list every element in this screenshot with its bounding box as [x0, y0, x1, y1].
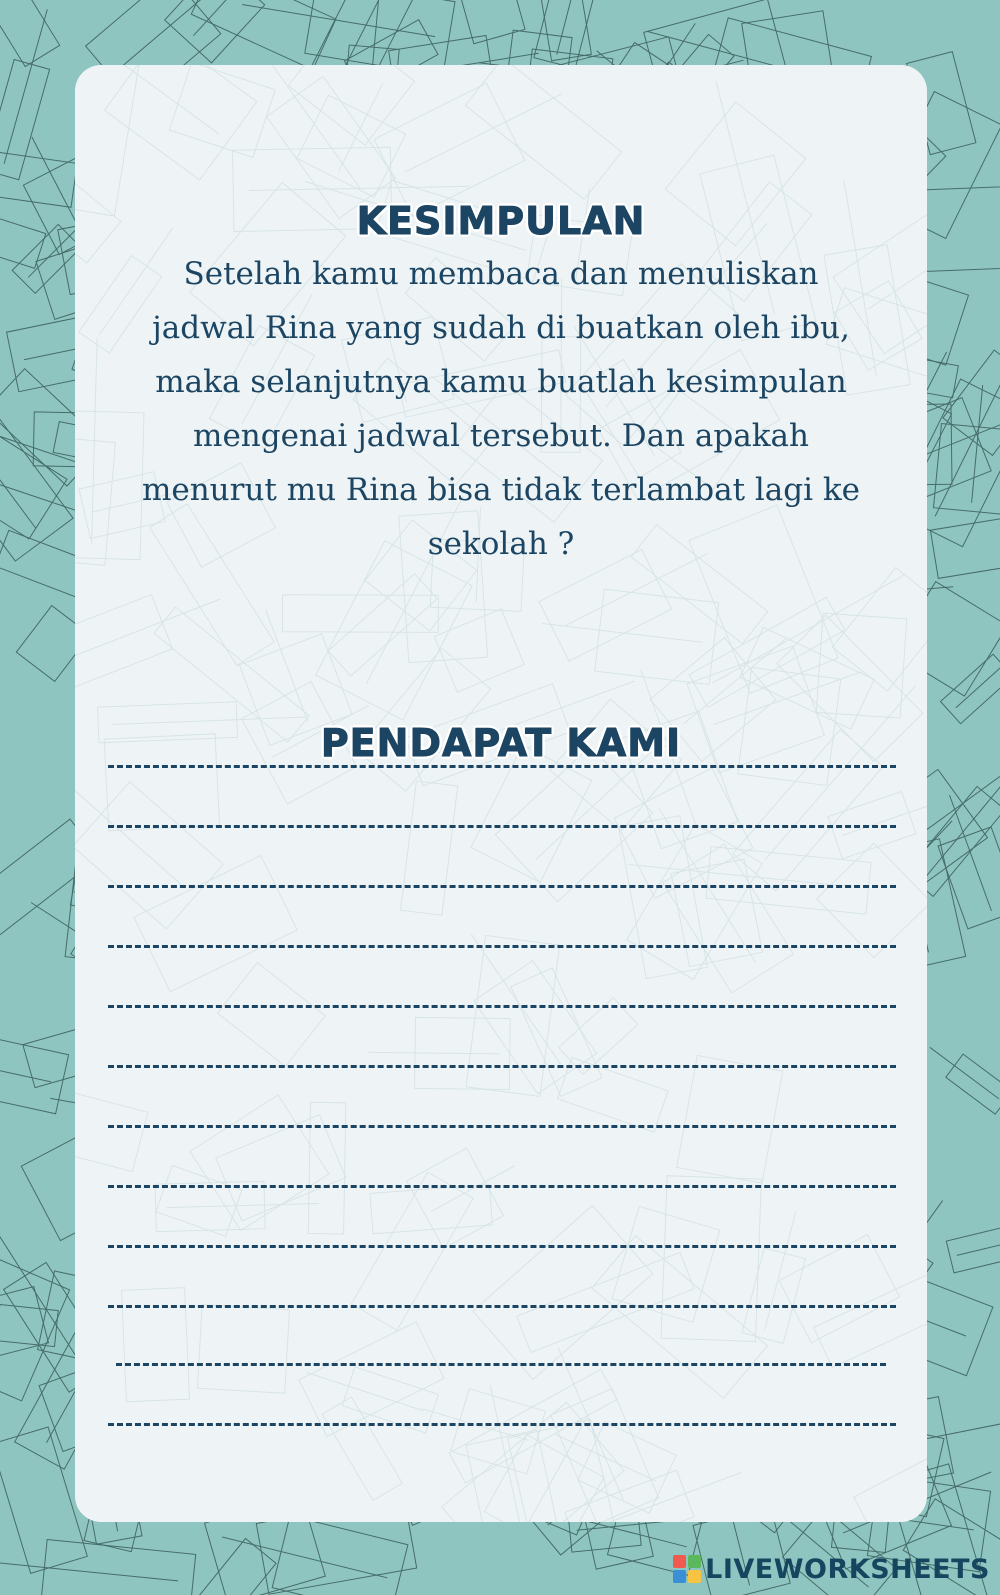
pattern-shape	[930, 518, 1000, 578]
pattern-shape	[0, 0, 60, 67]
pattern-shape	[0, 1305, 58, 1347]
answer-line[interactable]	[108, 1423, 896, 1426]
answer-line[interactable]	[108, 885, 896, 888]
pattern-line	[0, 1225, 84, 1369]
pattern-line	[957, 1233, 1000, 1256]
answer-line[interactable]	[116, 1363, 886, 1366]
pattern-shape	[0, 1031, 69, 1114]
pattern-line	[574, 1518, 687, 1547]
conclusion-heading: KESIMPULAN	[356, 199, 646, 243]
pattern-line	[0, 1560, 178, 1581]
opinion-heading: PENDAPAT KAMI	[320, 721, 682, 765]
watermark-text: LIVEWORKSHEETS	[705, 1553, 990, 1585]
pattern-line	[4, 9, 47, 163]
pattern-shape	[165, 0, 265, 63]
pattern-shape	[0, 60, 50, 180]
pattern-line	[557, 0, 588, 55]
pattern-shape	[946, 1225, 1000, 1273]
answer-line[interactable]	[108, 1185, 896, 1188]
pattern-line	[193, 0, 267, 36]
answer-line[interactable]	[108, 1305, 896, 1308]
answer-line[interactable]	[108, 1125, 896, 1128]
answer-line[interactable]	[108, 825, 896, 828]
instruction-text: Setelah kamu membaca dan menuliskan jadwal Rina yang sudah di buatkan oleh ibu, maka selanjutnya kamu buatlah kesimpulan mengenai jadwal tersebut. Dan apakah menurut mu Rina bisa tidak terlambat lagi ke sekolah ?	[141, 256, 861, 562]
answer-line[interactable]	[108, 1005, 896, 1008]
pattern-shape	[272, 1516, 408, 1595]
pattern-shape	[191, 0, 336, 70]
answer-line[interactable]	[108, 1245, 896, 1248]
pattern-shape	[946, 1054, 1000, 1114]
answer-line[interactable]	[108, 1065, 896, 1068]
pattern-line	[926, 755, 1000, 876]
liveworksheets-logo-icon	[673, 1555, 701, 1583]
pattern-line	[222, 1537, 387, 1578]
answer-lines[interactable]	[108, 65, 896, 1522]
worksheet-card	[75, 65, 927, 1522]
pattern-line	[935, 329, 1000, 516]
pattern-line	[242, 5, 435, 37]
pattern-shape	[456, 0, 525, 44]
answer-line[interactable]	[108, 945, 896, 948]
pattern-shape	[941, 654, 1000, 724]
pattern-shape	[42, 1540, 196, 1595]
liveworksheets-watermark	[673, 1552, 990, 1586]
pattern-shape	[938, 827, 1000, 929]
answer-line[interactable]	[108, 765, 896, 768]
